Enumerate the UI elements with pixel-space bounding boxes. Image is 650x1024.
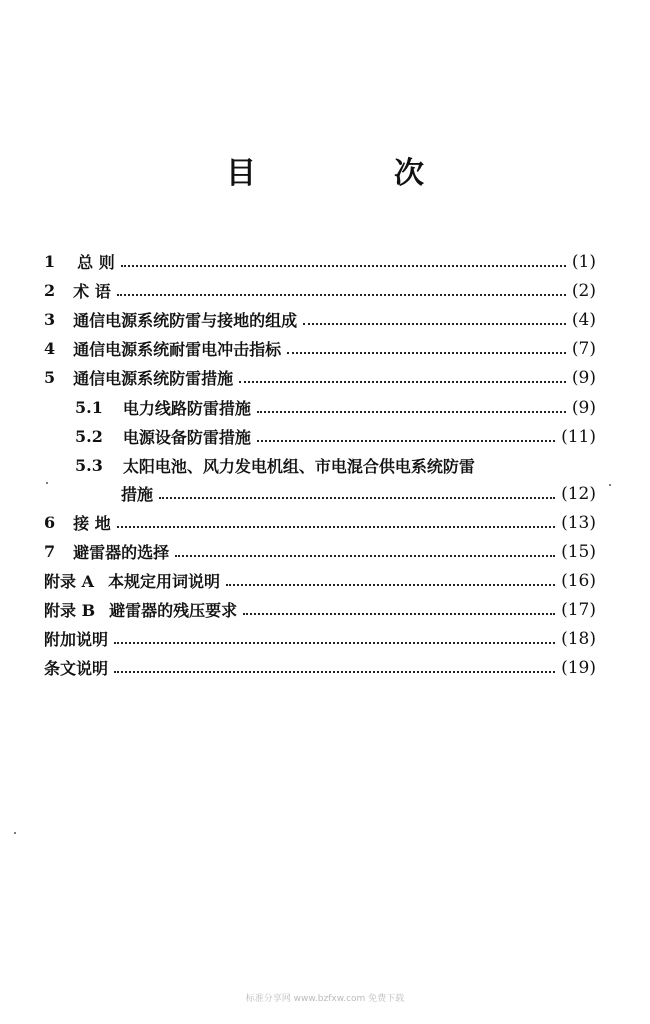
toc-number: 5.1 xyxy=(75,398,103,417)
leader-dots xyxy=(239,369,566,383)
toc-label: 电力线路防雷措施 xyxy=(122,399,251,418)
toc-entry[interactable] xyxy=(44,653,596,682)
toc-entry[interactable] xyxy=(75,451,596,480)
page-title: 目 次 xyxy=(226,156,478,191)
toc-entry[interactable] xyxy=(75,393,596,422)
toc-page: (19) xyxy=(561,657,596,678)
toc-page: (11) xyxy=(561,426,596,447)
leader-dots xyxy=(303,311,566,325)
toc-entry[interactable] xyxy=(44,508,596,537)
toc-label: 措施 xyxy=(121,485,154,504)
leader-dots xyxy=(243,601,555,615)
toc-entry[interactable] xyxy=(44,624,596,653)
toc-label: 总 则 xyxy=(77,253,115,272)
toc-label: 避雷器的残压要求 xyxy=(109,601,238,620)
toc-page: (9) xyxy=(571,367,596,388)
toc-page: (13) xyxy=(561,512,596,533)
toc-number: 2 xyxy=(44,281,56,300)
leader-dots xyxy=(114,659,555,673)
toc-number: 附录 A xyxy=(44,572,94,591)
toc-number: 5 xyxy=(44,368,56,387)
toc-page: (2) xyxy=(571,280,596,301)
leader-dots xyxy=(257,428,555,442)
toc-number: 6 xyxy=(44,513,56,532)
toc-page: (7) xyxy=(571,338,596,359)
toc-page: (16) xyxy=(561,570,596,591)
toc-number: 5.2 xyxy=(75,427,103,446)
toc-label: 通信电源系统防雷措施 xyxy=(73,369,234,388)
toc-number: 4 xyxy=(44,339,56,358)
toc-label: 接 地 xyxy=(73,514,111,533)
toc-number: 5.3 xyxy=(75,456,103,475)
toc-number: 1 xyxy=(44,252,56,271)
toc-page: (15) xyxy=(561,541,596,562)
toc-label: 通信电源系统耐雷电冲击指标 xyxy=(73,340,282,359)
leader-dots xyxy=(226,572,555,586)
toc-label: 电源设备防雷措施 xyxy=(122,428,251,447)
toc-page: (9) xyxy=(571,397,596,418)
toc-label: 附加说明 xyxy=(44,630,109,649)
toc-label: 本规定用词说明 xyxy=(108,572,221,591)
leader-dots xyxy=(117,514,555,528)
toc-entry[interactable] xyxy=(44,566,596,595)
toc-page: (17) xyxy=(561,599,596,620)
toc-label: 术 语 xyxy=(73,282,111,301)
toc-page: (1) xyxy=(571,251,596,272)
toc-label: 通信电源系统防雷与接地的组成 xyxy=(73,311,298,330)
toc-entry[interactable] xyxy=(75,422,596,451)
toc-entry[interactable] xyxy=(44,537,596,566)
toc-entry[interactable] xyxy=(44,276,596,305)
toc-number: 3 xyxy=(44,310,56,329)
footer-watermark: 标准分享网 www.bzfxw.com 免费下载 xyxy=(245,994,405,1004)
leader-dots xyxy=(159,485,555,499)
toc-entry-continuation[interactable] xyxy=(121,479,596,508)
leader-dots xyxy=(287,340,566,354)
scan-speck xyxy=(609,484,611,486)
toc-number: 附录 B xyxy=(44,601,96,620)
leader-dots xyxy=(114,630,555,644)
toc-entry[interactable] xyxy=(44,305,596,334)
toc-label: 太阳电池、风力发电机组、市电混合供电系统防雷 xyxy=(122,457,475,476)
toc-entry[interactable] xyxy=(44,247,596,276)
leader-dots xyxy=(257,399,566,413)
toc-page: (18) xyxy=(561,628,596,649)
toc-entry[interactable] xyxy=(44,363,596,392)
toc-page: (12) xyxy=(561,483,596,504)
leader-dots xyxy=(117,282,566,296)
leader-dots xyxy=(121,253,566,267)
toc-number: 7 xyxy=(44,542,56,561)
toc-entry[interactable] xyxy=(44,595,596,624)
toc-page: (4) xyxy=(571,309,596,330)
leader-dots xyxy=(175,543,555,557)
toc-label: 条文说明 xyxy=(44,659,109,678)
toc-entry[interactable] xyxy=(44,334,596,363)
toc-label: 避雷器的选择 xyxy=(73,543,170,562)
scan-speck xyxy=(14,832,16,834)
scan-speck xyxy=(46,482,48,484)
